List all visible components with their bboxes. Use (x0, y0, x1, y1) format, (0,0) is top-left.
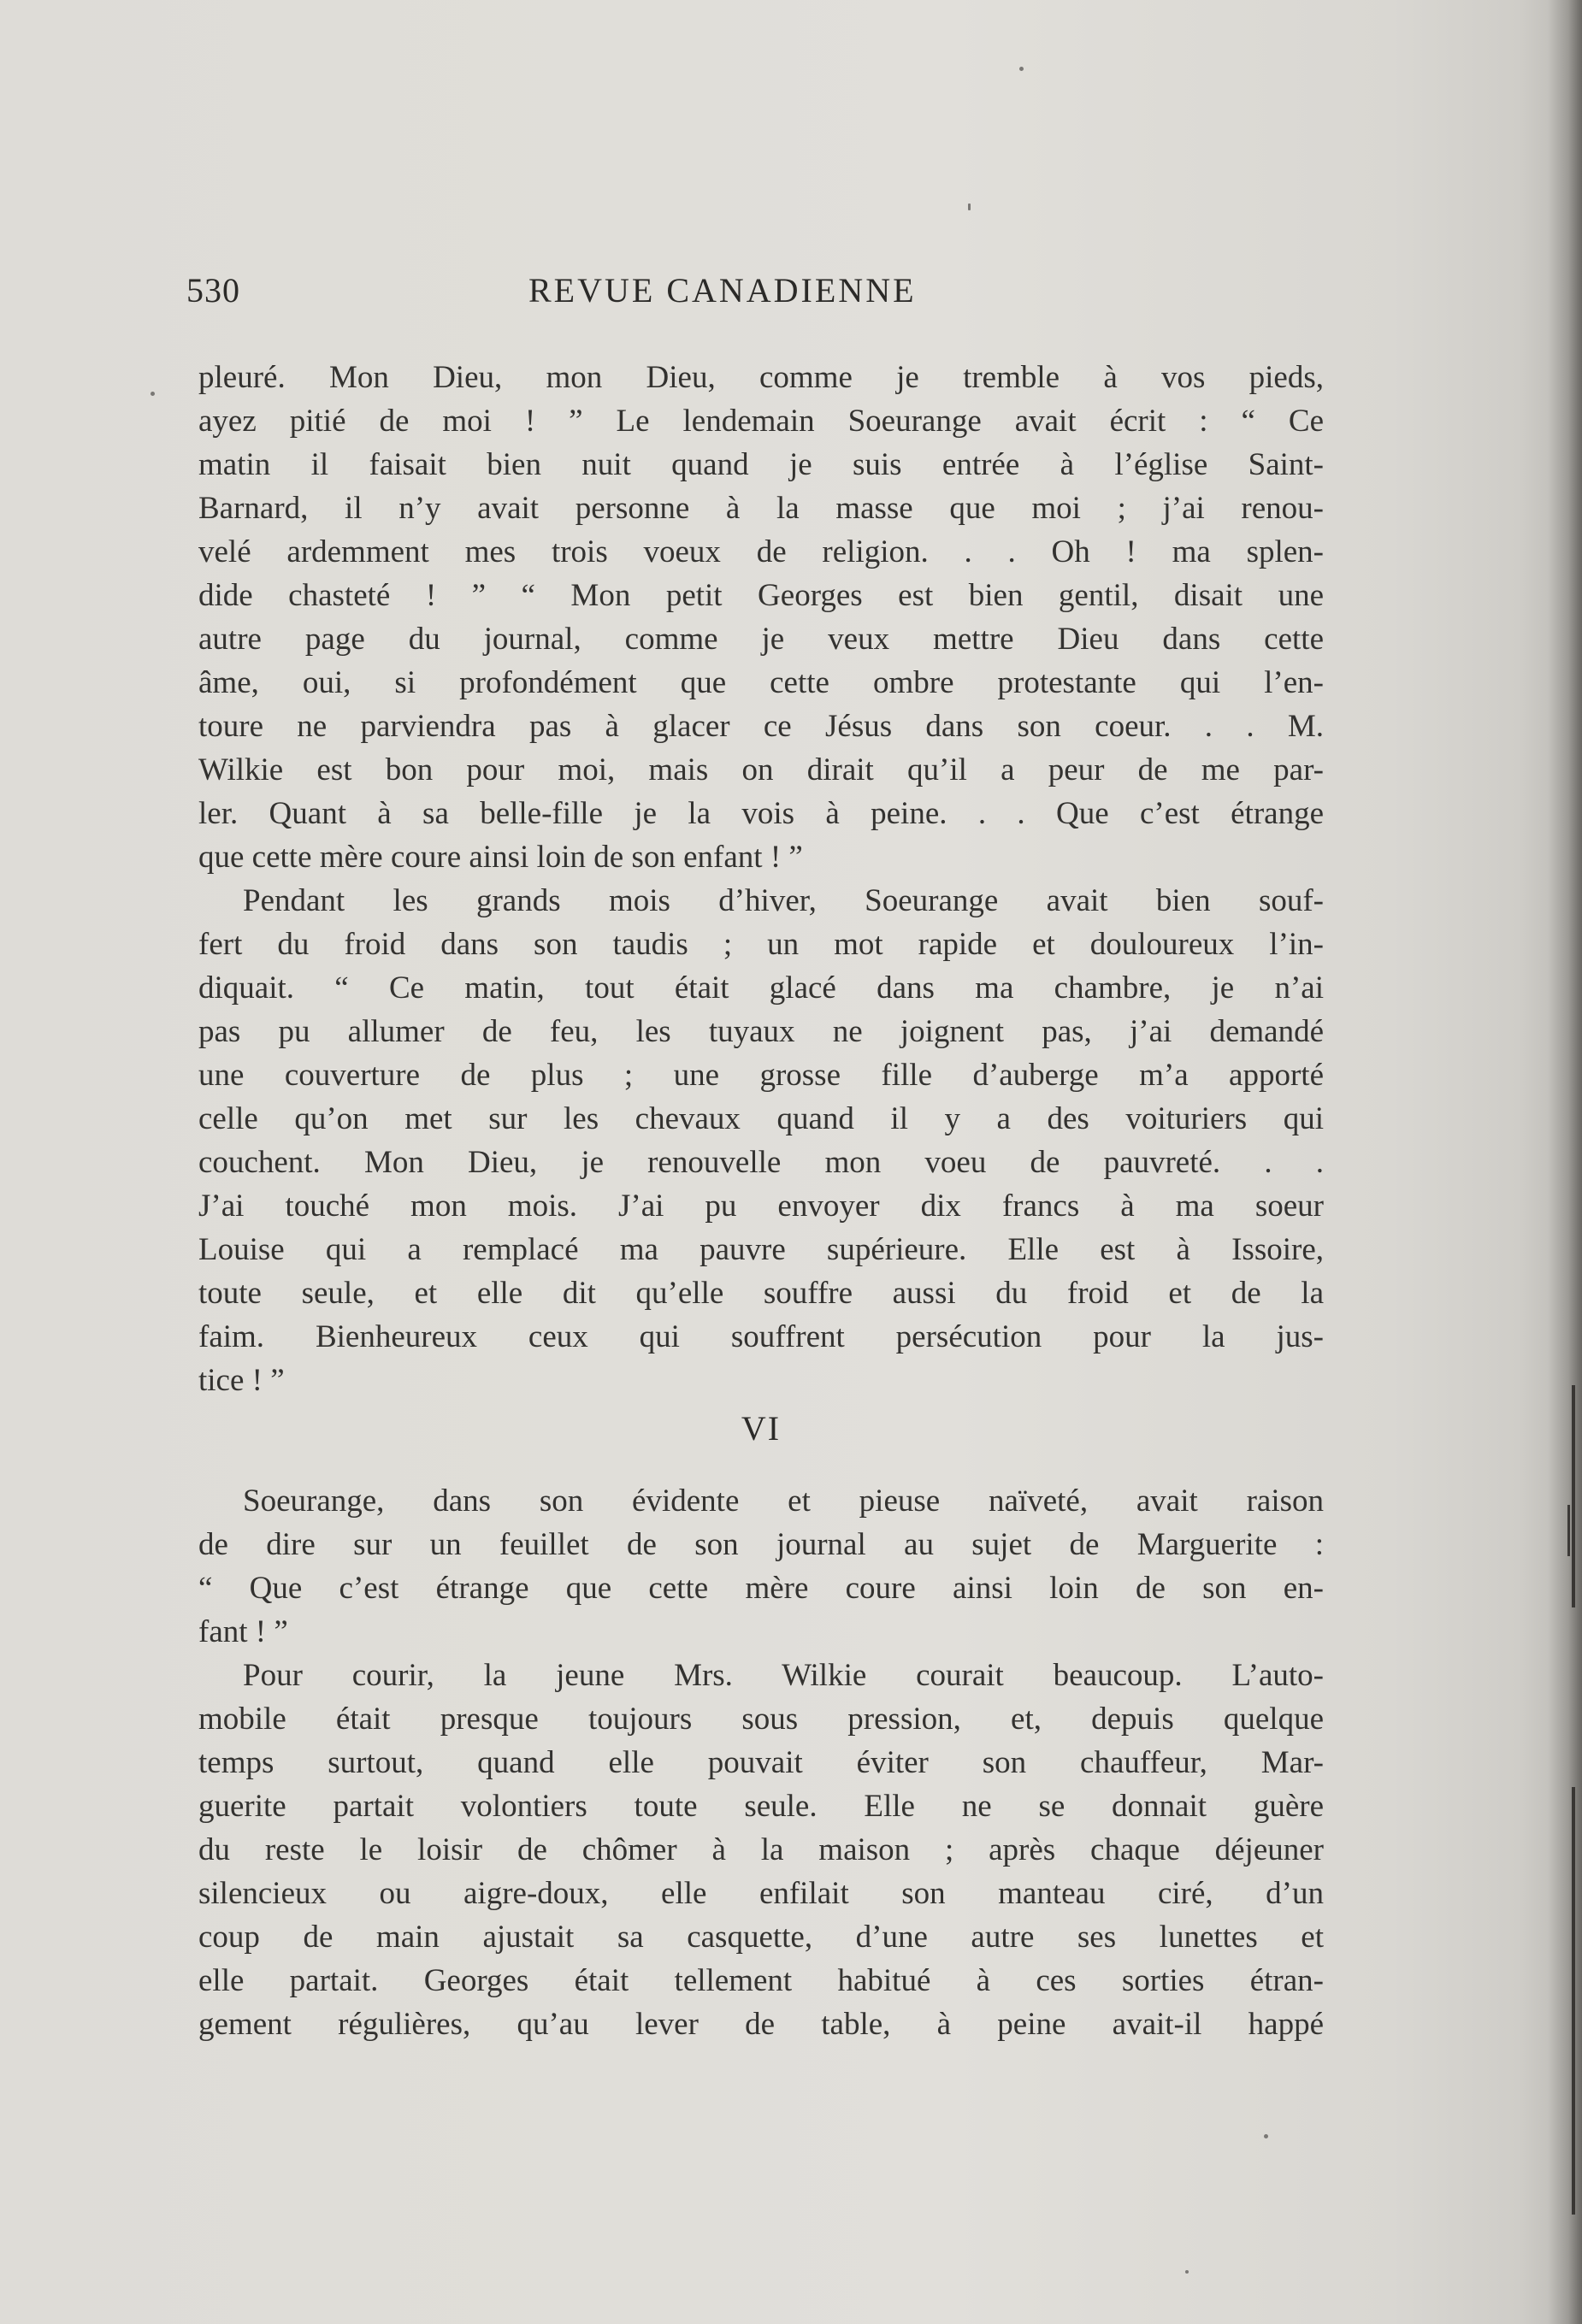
text-line: autre page du journal, comme je veux mettre Dieu dans cette (198, 622, 1324, 657)
text-line: fant ! ” (198, 1614, 288, 1649)
text-line: Louise qui a remplacé ma pauvre supérieure. Elle est à Issoire, (198, 1232, 1324, 1267)
text-line: guerite partait volontiers toute seule. Elle ne se donnait guère (198, 1789, 1324, 1824)
text-line: velé ardemment mes trois voeux de religion. . . Oh ! ma splen- (198, 534, 1324, 569)
text-line: une couverture de plus ; une grosse fille d’auberge m’a apporté (198, 1058, 1324, 1093)
page-edge-mark (1572, 1787, 1575, 2215)
text-line: du reste le loisir de chômer à la maison ; après chaque déjeuner (198, 1832, 1324, 1867)
text-line: toute seule, et elle dit qu’elle souffre aussi du froid et de la (198, 1276, 1324, 1311)
paper-speck (151, 392, 155, 396)
text-line: Wilkie est bon pour moi, mais on dirait qu’il a peur de me par- (198, 752, 1324, 787)
text-line: pas pu allumer de feu, les tuyaux ne joignent pas, j’ai demandé (198, 1014, 1324, 1049)
text-line: silencieux ou aigre-doux, elle enfilait son manteau ciré, d’un (198, 1876, 1324, 1911)
text-line: ayez pitié de moi ! ” Le lendemain Soeurange avait écrit : “ Ce (198, 404, 1324, 439)
text-line: Pendant les grands mois d’hiver, Soeurange avait bien souf- (243, 883, 1324, 918)
paragraph (198, 1654, 1324, 2046)
text-line: que cette mère coure ainsi loin de son enfant ! ” (198, 840, 803, 875)
text-line: dide chasteté ! ” “ Mon petit Georges est bien gentil, disait une (198, 578, 1324, 613)
page-edge-mark (1567, 1505, 1570, 1556)
text-line: Soeurange, dans son évidente et pieuse naïveté, avait raison (243, 1483, 1324, 1519)
text-line: Barnard, il n’y avait personne à la masse que moi ; j’ai renou- (198, 491, 1324, 526)
paragraph-continued (198, 356, 1324, 879)
text-line: elle partait. Georges était tellement habitué à ces sorties étran- (198, 1963, 1324, 1998)
text-line: ler. Quant à sa belle-fille je la vois à peine. . . Que c’est étrange (198, 796, 1324, 831)
text-line: celle qu’on met sur les chevaux quand il y a des voituriers qui (198, 1101, 1324, 1136)
page-header (186, 270, 1339, 313)
paper-speck (1264, 2134, 1268, 2138)
text-line: temps surtout, quand elle pouvait éviter son chauffeur, Mar- (198, 1745, 1324, 1780)
text-line: coup de main ajustait sa casquette, d’une autre ses lunettes et (198, 1920, 1324, 1955)
paper-speck (968, 203, 971, 210)
text-line: “ Que c’est étrange que cette mère coure ainsi loin de son en- (198, 1571, 1324, 1606)
text-line: âme, oui, si profondément que cette ombre protestante qui l’en- (198, 665, 1324, 700)
paragraph (198, 1479, 1324, 1654)
paper-speck (1185, 2270, 1189, 2274)
text-line: fert du froid dans son taudis ; un mot rapide et douloureux l’in- (198, 927, 1324, 962)
body-text (198, 356, 1324, 2046)
page-number: 530 (186, 271, 240, 310)
spine-shadow (1548, 0, 1582, 2324)
paper-speck (1019, 67, 1024, 71)
running-head: REVUE CANADIENNE (528, 271, 917, 310)
paragraph (198, 879, 1324, 1402)
text-line: toure ne parviendra pas à glacer ce Jésus dans son coeur. . . M. (198, 709, 1324, 744)
text-line: pleuré. Mon Dieu, mon Dieu, comme je tremble à vos pieds, (198, 360, 1324, 395)
text-line: tice ! ” (198, 1363, 285, 1398)
section-heading: VI (741, 1409, 782, 1448)
text-line: mobile était presque toujours sous pression, et, depuis quelque (198, 1702, 1324, 1737)
text-line: de dire sur un feuillet de son journal au sujet de Marguerite : (198, 1527, 1324, 1562)
text-line: diquait. “ Ce matin, tout était glacé dans ma chambre, je n’ai (198, 970, 1324, 1006)
text-line: Pour courir, la jeune Mrs. Wilkie courait beaucoup. L’auto- (243, 1658, 1324, 1693)
text-line: couchent. Mon Dieu, je renouvelle mon voeu de pauvreté. . . (198, 1145, 1324, 1180)
text-line: gement régulières, qu’au lever de table, à peine avait-il happé (198, 2007, 1324, 2042)
page-edge-mark (1572, 1385, 1575, 1607)
text-line: faim. Bienheureux ceux qui souffrent persécution pour la jus- (198, 1319, 1324, 1354)
text-line: matin il faisait bien nuit quand je suis entrée à l’église Saint- (198, 447, 1324, 482)
text-line: J’ai touché mon mois. J’ai pu envoyer dix francs à ma soeur (198, 1189, 1324, 1224)
